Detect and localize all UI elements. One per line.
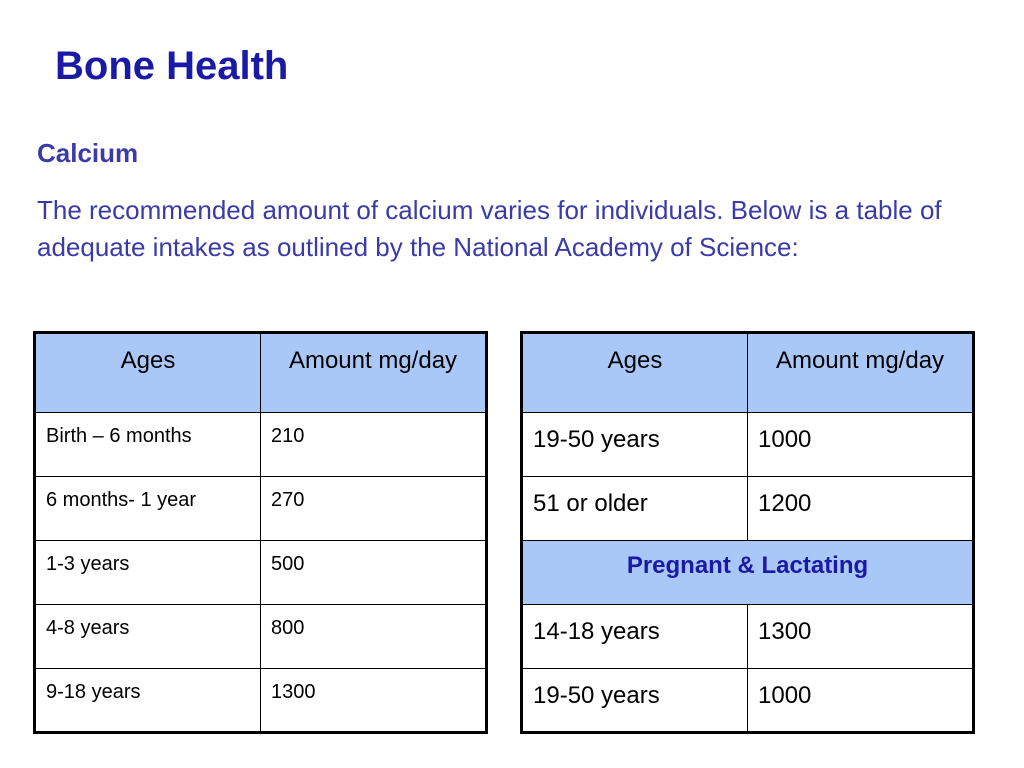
amount-cell: 1000	[748, 413, 974, 477]
header-amount: Amount mg/day	[748, 333, 974, 413]
age-cell: 1-3 years	[35, 541, 261, 605]
amount-cell: 800	[261, 605, 487, 669]
intro-paragraph: The recommended amount of calcium varies for individuals. Below is a table of adequate intakes as outlined by the National Academy of Science:	[37, 195, 942, 262]
table-row	[35, 413, 487, 477]
table-row	[522, 669, 974, 733]
amount-cell: 1200	[748, 477, 974, 541]
age-cell: 51 or older	[522, 477, 748, 541]
intake-table-left	[33, 331, 488, 734]
age-cell: 6 months- 1 year	[35, 477, 261, 541]
table-header-row	[35, 333, 487, 413]
amount-cell: 1000	[748, 669, 974, 733]
amount-cell: 1300	[261, 669, 487, 733]
slide-title: Bone Health	[55, 44, 289, 88]
section-row	[522, 541, 974, 605]
amount-cell: 210	[261, 413, 487, 477]
table-row	[35, 477, 487, 541]
pregnant-lactating-label: Pregnant & Lactating	[522, 541, 974, 605]
table-row	[35, 541, 487, 605]
age-cell: 4-8 years	[35, 605, 261, 669]
table-row	[522, 413, 974, 477]
age-cell: 19-50 years	[522, 669, 748, 733]
table-row	[522, 477, 974, 541]
section-heading: Calcium	[37, 138, 139, 168]
age-cell: 14-18 years	[522, 605, 748, 669]
header-ages: Ages	[522, 333, 748, 413]
age-cell: 9-18 years	[35, 669, 261, 733]
table-header-row	[522, 333, 974, 413]
header-amount: Amount mg/day	[261, 333, 487, 413]
table-row	[35, 669, 487, 733]
intake-table-right	[520, 331, 975, 734]
table-row	[35, 605, 487, 669]
header-ages: Ages	[35, 333, 261, 413]
amount-cell: 1300	[748, 605, 974, 669]
amount-cell: 500	[261, 541, 487, 605]
age-cell: Birth – 6 months	[35, 413, 261, 477]
age-cell: 19-50 years	[522, 413, 748, 477]
table-row	[522, 605, 974, 669]
amount-cell: 270	[261, 477, 487, 541]
